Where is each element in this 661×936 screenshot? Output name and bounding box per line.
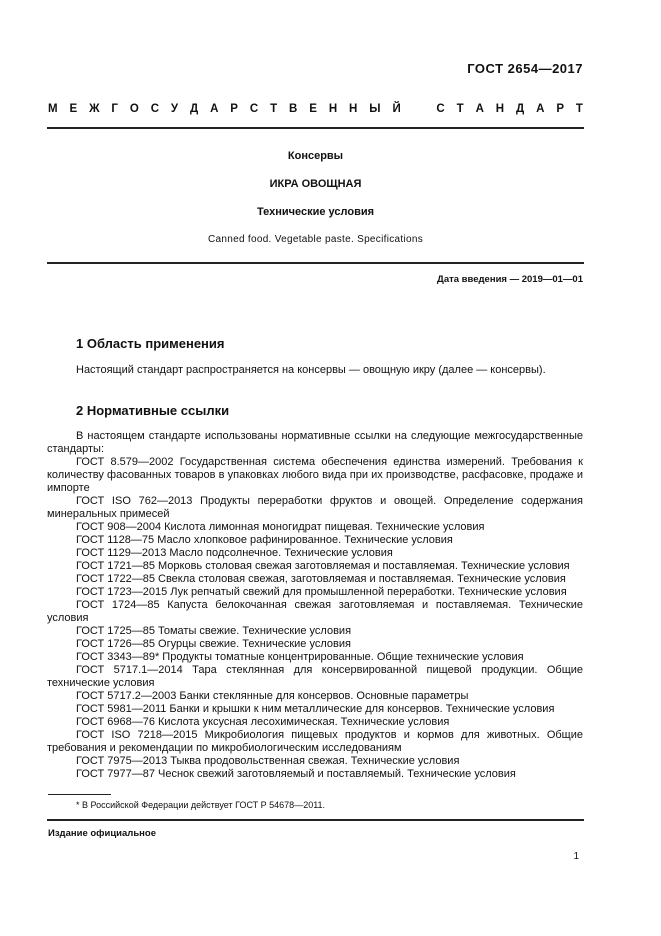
header-rule [47,127,584,129]
banner-letter: Д [516,103,525,115]
reference-item: ГОСТ 8.579—2002 Государственная система обеспечения единства измерений. Требования к количеству фасованных товаров в упаковках любого вида при их производстве, расфасовке, продаже и импорте [47,456,583,494]
page-number: 1 [573,851,579,862]
banner-letter: У [170,103,179,115]
banner-letter: Р [556,103,565,115]
footnote-rule [48,794,111,795]
reference-item: ГОСТ 1726—85 Огурцы свежие. Технические условия [76,638,351,650]
section-1-heading: 1 Область применения [76,336,225,351]
reference-item: ГОСТ 908—2004 Кислота лимонная моногидрат пищевая. Технические условия [76,521,485,533]
reference-item: ГОСТ 7977—87 Чеснок свежий заготовляемый и поставляемый. Технические условия [76,768,516,780]
banner-letter: А [536,103,545,115]
banner-letter: Р [230,103,238,115]
banner-letter: Н [495,103,505,115]
reference-item: ГОСТ 3343—89* Продукты томатные концентрированные. Общие технические условия [76,651,524,663]
references-intro: В настоящем стандарте использованы нормативные ссылки на следующие межгосударственные стандарты: [47,430,583,455]
reference-item: ГОСТ 1128—75 Масло хлопковое рафинированное. Технические условия [76,534,453,546]
introduction-date: Дата введения — 2019—01—01 [437,274,583,285]
banner-letter: Т [456,103,464,115]
banner-letter: Е [69,103,78,115]
reference-item: ГОСТ ISO 762—2013 Продукты переработки фруктов и овощей. Определение содержания минеральных примесей [47,495,583,520]
reference-item: ГОСТ 1725—85 Томаты свежие. Технические условия [76,625,352,637]
reference-item: ГОСТ 1722—85 Свекла столовая свежая, заготовляемая и поставляемая. Технические условия [76,573,566,585]
reference-item: ГОСТ 1721—85 Морковь столовая свежая заготовляемая и поставляемая. Технические условия [76,560,570,572]
section-2-heading: 2 Нормативные ссылки [76,403,230,418]
banner-letter: Н [328,103,338,115]
footer-rule [47,819,584,821]
banner-letter: Д [189,103,199,115]
banner-letter: Ы [369,103,381,115]
banner-letter: А [210,103,219,115]
reference-item: ГОСТ 1723—2015 Лук репчатый свежий для промышленной переработки. Технические условия [76,586,567,598]
official-edition-label: Издание официальное [48,828,156,839]
title-product: ИКРА ОВОЩНАЯ [269,178,362,190]
reference-item: ГОСТ 1724—85 Капуста белокочанная свежая заготовляемая и поставляемая. Технические условия [47,599,583,624]
banner-letter: Т [575,103,583,115]
footnote: * В Российской Федерации действует ГОСТ Р 54678—2011. [76,800,326,810]
normative-references-list [47,430,583,781]
title-category: Консервы [287,150,344,162]
banner-letter: С [150,103,159,115]
banner-letter: Ж [89,103,100,115]
reference-item: ГОСТ 1129—2013 Масло подсолнечное. Технические условия [76,547,393,559]
interstate-standard-banner [48,103,583,115]
reference-item: ГОСТ 5717.2—2003 Банки стеклянные для консервов. Основные параметры [76,690,469,702]
banner-letter: Т [270,103,278,115]
reference-item: ГОСТ 6968—76 Кислота уксусная лесохимическая. Технические условия [76,716,450,728]
reference-item: ГОСТ 5981—2011 Банки и крышки к ним металлические для консервов. Технические условия [76,703,555,715]
banner-letter: М [48,103,58,115]
title-rule [47,262,584,264]
banner-letter: Н [349,103,358,115]
document-code: ГОСТ 2654—2017 [467,61,583,76]
reference-item: ГОСТ 7975—2013 Тыква продовольственная свежая. Технические условия [76,755,460,767]
banner-letter: Й [392,103,401,115]
banner-letter: В [289,103,298,115]
title-english: Canned food. Vegetable paste. Specifications [207,234,423,245]
banner-letter: Е [309,103,317,115]
banner-letter: С [436,103,445,115]
banner-letter: С [249,103,259,115]
reference-item: ГОСТ 5717.1—2014 Тара стеклянная для консервированной пищевой продукции. Общие технические условия [47,664,583,689]
banner-letter: О [129,103,139,115]
banner-letter: Г [111,103,118,115]
reference-item: ГОСТ ISO 7218—2015 Микробиология пищевых продуктов и кормов для животных. Общие требования и рекомендации по микробиологическим исследованиям [47,729,583,754]
section-1-text: Настоящий стандарт распространяется на консервы — овощную икру (далее — консервы). [76,364,546,376]
banner-letter: А [475,103,484,115]
title-type: Технические условия [256,206,375,218]
